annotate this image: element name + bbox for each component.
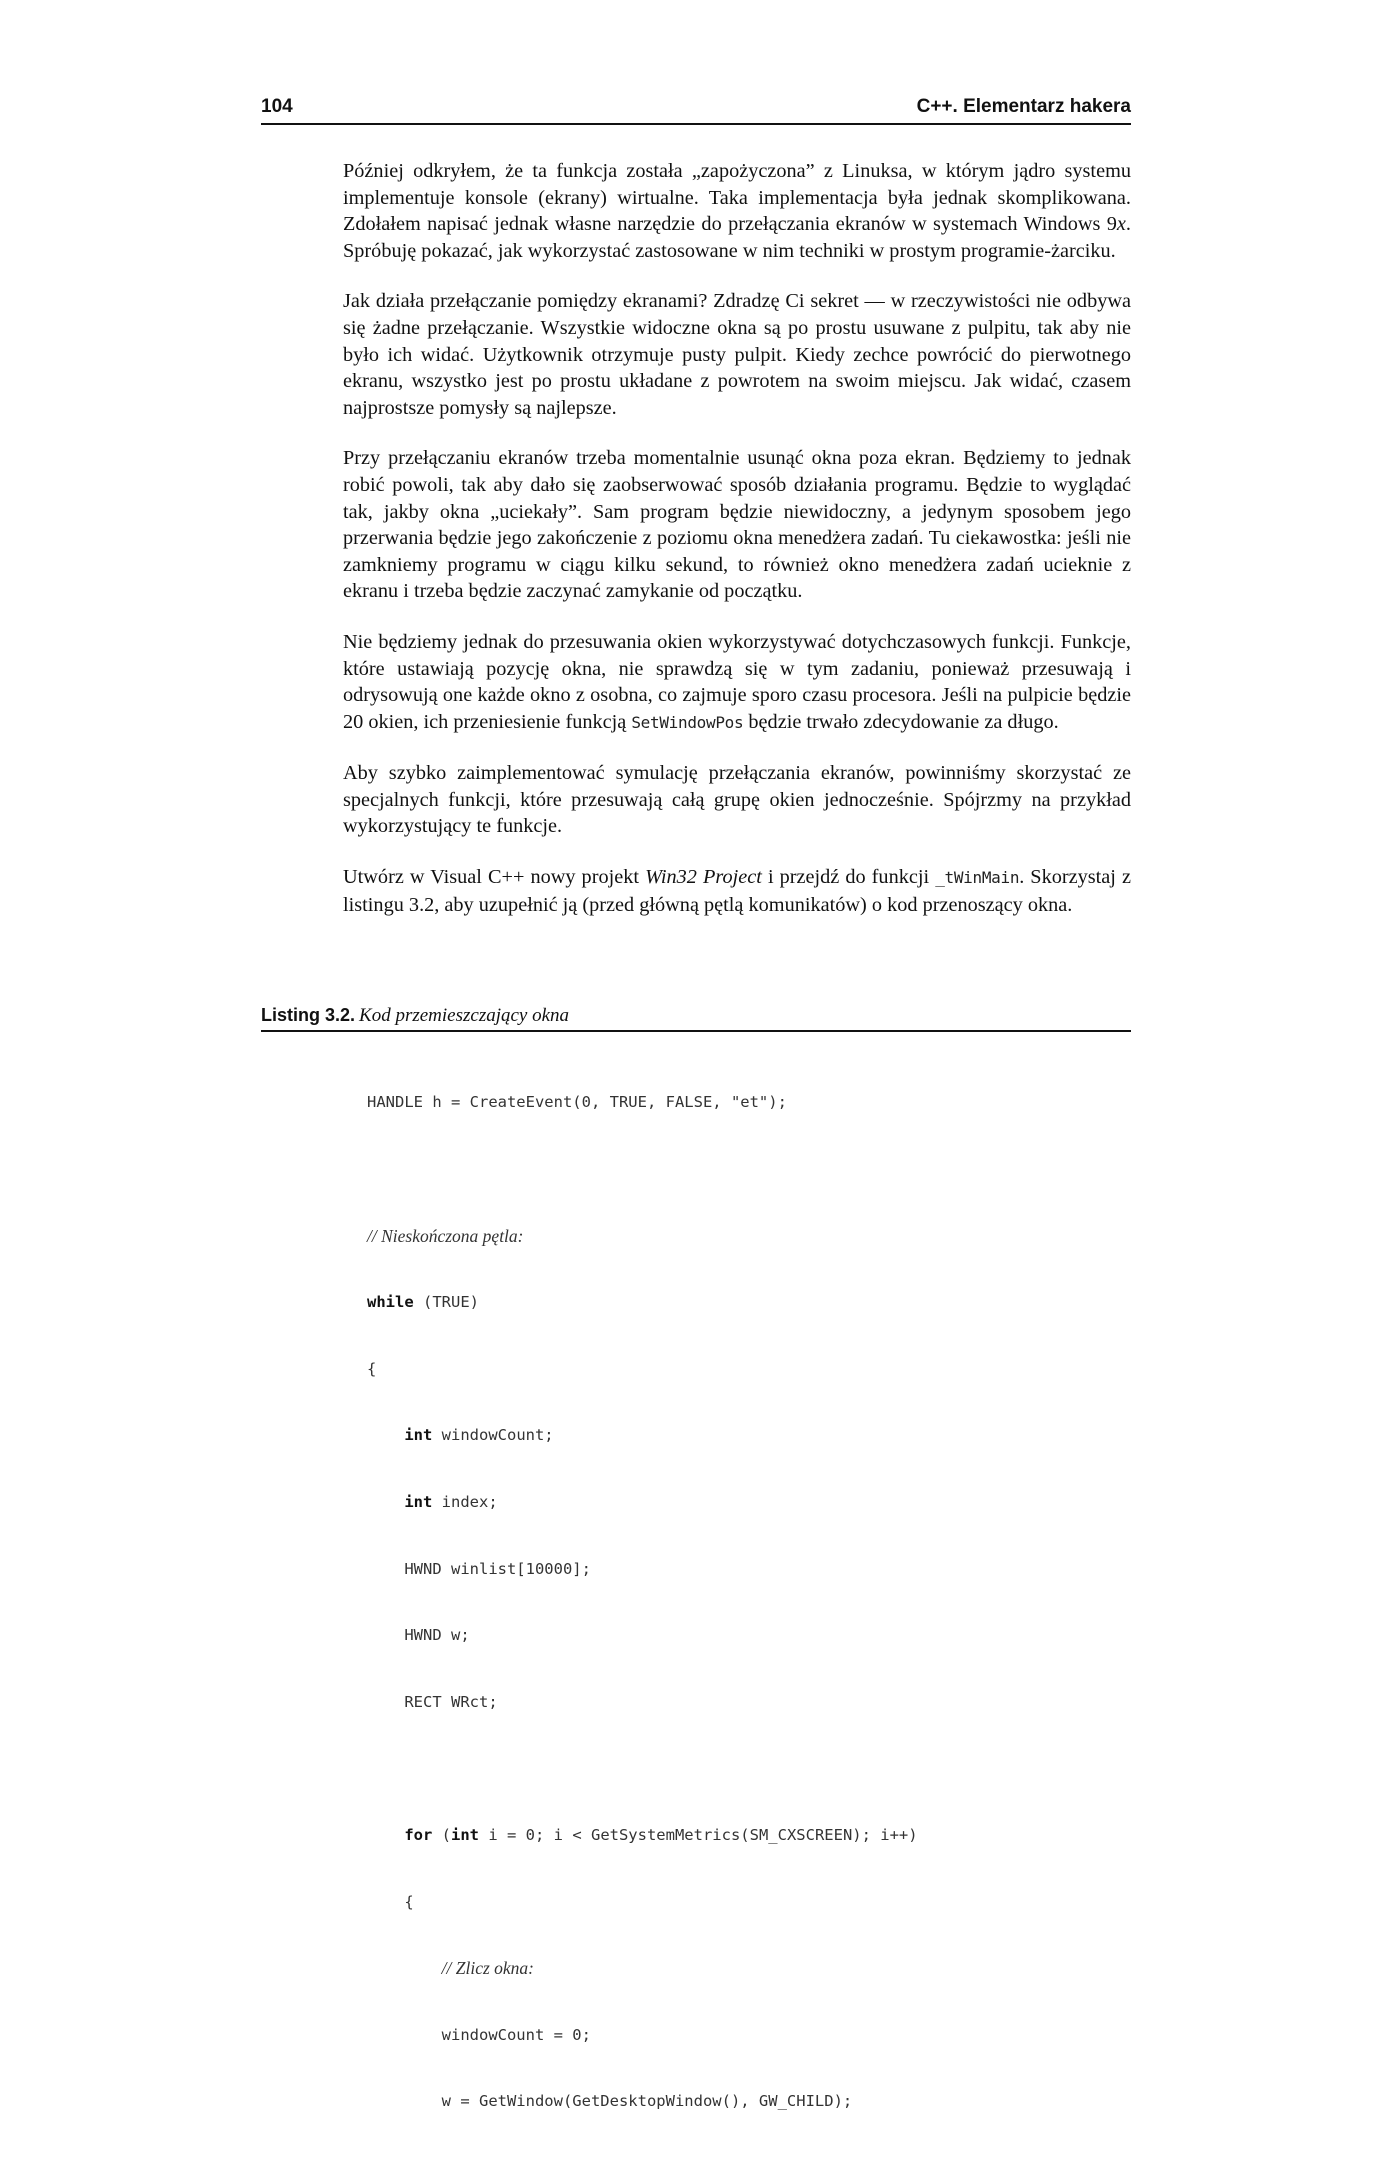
code-line — [367, 1358, 1067, 1380]
inline-code-setwindowpos: SetWindowPos — [631, 712, 744, 732]
code-text: { — [367, 1359, 377, 1378]
paragraph-1-text-c: . Spróbuję pokazać, jak wykorzystać zastosowane w nim techniki w prostym programie-żarciku. — [343, 213, 1131, 262]
code-line — [367, 1957, 1067, 1979]
listing-rule — [261, 1030, 1131, 1032]
code-text: windowCount; — [432, 1426, 554, 1445]
code-keyword: while — [367, 1293, 414, 1312]
code-line — [367, 1424, 1067, 1446]
page-number: 104 — [261, 96, 293, 117]
code-comment: // Zlicz okna: — [441, 1958, 535, 1979]
code-text: windowCount = 0; — [441, 2025, 591, 2044]
paragraph-6 — [343, 864, 1131, 918]
code-text: index; — [432, 1492, 498, 1511]
code-line — [367, 1225, 1067, 1247]
code-keyword: int — [404, 1492, 433, 1511]
code-text: i = 0; i < GetSystemMetrics(SM_CXSCREEN); i++) — [479, 1825, 918, 1844]
paragraph-4-text-c: będzie trwało zdecydowanie za długo. — [743, 710, 1059, 733]
code-text: (TRUE) — [413, 1293, 479, 1312]
paragraph-1 — [343, 158, 1131, 264]
paragraph-1-italic-x: x — [1116, 213, 1126, 236]
code-text: w = GetWindow(GetDesktopWindow(), GW_CHILD); — [441, 2092, 853, 2111]
code-text: ( — [432, 1825, 451, 1844]
paragraph-4-text-a: Nie będziemy jednak do przesuwania okien wykorzystywać dotychczasowych funkcji. Funkcje, które ustawiają pozycję okna, nie sprawdzą się w tym zadaniu, ponieważ przesuwają i odrysowują one każde okno z osobna, co zajmuje sporo czasu procesora. Jeśli na pulpicie będzie 20 okien, ich przeniesienie funkcją — [343, 630, 1131, 733]
paragraph-2: Jak działa przełączanie pomiędzy ekranami? Zdradzę Ci sekret — w rzeczywistości nie odbywa się żadne przełączanie. Wszystkie widoczne okna są po prostu usuwane z pulpitu, tak aby nie było ich widać. Użytkownik otrzymuje pusty pulpit. Kiedy zechce powrócić do pierwotnego ekranu, wszystko jest po prostu układane z powrotem na swoim miejscu. Jak widać, czasem najprostsze pomysły są najlepsze. — [343, 290, 1131, 419]
paragraph-4 — [343, 629, 1131, 736]
code-text: HANDLE h = CreateEvent(0, TRUE, FALSE, "et"); — [367, 1093, 787, 1112]
book-title: C++. Elementarz hakera — [916, 96, 1131, 117]
code-blank-line — [367, 1158, 1067, 1180]
code-line — [367, 2024, 1067, 2046]
code-line — [367, 2090, 1067, 2112]
code-line — [367, 1824, 1067, 1846]
code-text: HWND w; — [404, 1626, 470, 1645]
code-keyword: for — [404, 1825, 433, 1844]
code-line — [367, 1891, 1067, 1913]
paragraph-6-text-b: i przejdź do funkcji — [761, 866, 936, 889]
paragraph-6-text-c: . Skorzystaj z listingu 3.2, aby uzupełnić ją (przed główną pętlą komunikatów) o kod przenoszący okna. — [343, 866, 1131, 916]
code-line — [367, 1291, 1067, 1313]
code-line — [367, 1491, 1067, 1513]
code-comment: // Nieskończona pętla: — [367, 1225, 524, 1246]
paragraph-6-text-a: Utwórz w Visual C++ nowy projekt — [343, 866, 646, 889]
paragraph-1-text-a: Później odkryłem, że ta funkcja została „zapożyczona” z Linuksa, w którym jądro systemu implementuje konsole (ekrany) wirtualne. Taka implementacja była jednak skomplikowana. Zdołałem napisać jednak własne narzędzie do przełączania ekranów w systemach Windows 9 — [343, 160, 1131, 236]
listing-caption — [261, 1005, 1131, 1029]
body-text — [343, 158, 1131, 942]
running-header — [261, 96, 1131, 124]
header-rule — [261, 123, 1131, 125]
code-keyword: int — [451, 1825, 479, 1844]
code-line — [367, 1624, 1067, 1646]
code-listing — [367, 1047, 1067, 2157]
paragraph-5: Aby szybko zaimplementować symulację przełączania ekranów, powinniśmy skorzystać ze specjalnych funkcji, które przesuwają całą grupę okien jednocześnie. Spójrzmy na przykład wykorzystujący te funkcje. — [343, 762, 1131, 838]
listing-title: Kod przemieszczający okna — [359, 1005, 570, 1026]
listing-label: Listing 3.2. — [261, 1005, 356, 1025]
code-line — [367, 1558, 1067, 1580]
code-blank-line — [367, 1757, 1067, 1779]
code-keyword: int — [404, 1426, 433, 1445]
code-line — [367, 1091, 1067, 1113]
code-line — [367, 1691, 1067, 1713]
paragraph-3: Przy przełączaniu ekranów trzeba momentalnie usunąć okna poza ekran. Będziemy to jednak robić powoli, tak aby dało się zaobserwować sposób działania programu. Będzie to wyglądać tak, jakby okna „uciekały”. Sam program będzie niewidoczny, a jedynym sposobem jego przerwania będzie jego zakończenie z poziomu okna menedżera zadań. Tu ciekawostka: jeśli nie zamkniemy programu w ciągu kilku sekund, to również okno menedżera zadań ucieknie z ekranu i trzeba będzie zaczynać zamykanie od początku. — [343, 447, 1131, 603]
code-text: HWND winlist[10000]; — [404, 1559, 591, 1578]
code-text: RECT WRct; — [404, 1692, 498, 1711]
inline-code-twinmain: _tWinMain — [935, 868, 1020, 888]
paragraph-6-italic-project: Win32 Project — [645, 866, 762, 889]
code-text: { — [404, 1892, 414, 1911]
